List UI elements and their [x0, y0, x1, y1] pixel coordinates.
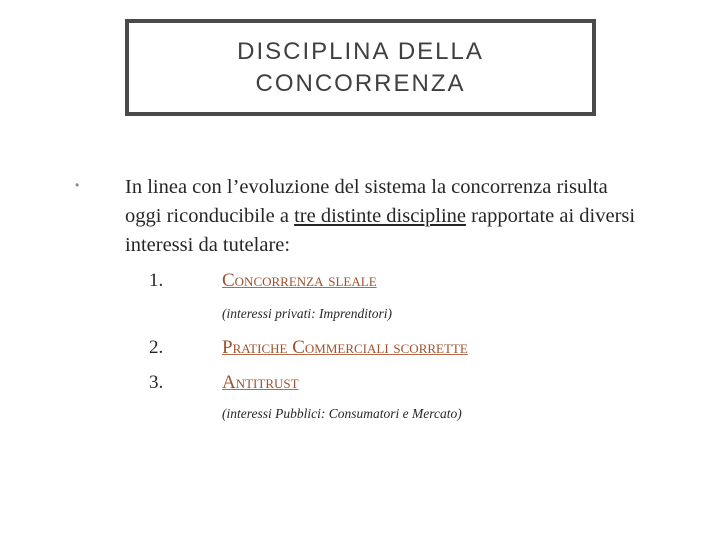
item-number-3: 3.: [149, 372, 164, 393]
paragraph-text-end: rapportate ai diversi interessi da tutelare:: [125, 205, 636, 256]
item-link-pratiche-commerciali[interactable]: Pratiche Commerciali scorrette: [222, 337, 468, 358]
bullet-marker: •: [75, 178, 80, 192]
paragraph-text-start: In linea con l’evoluzione del sistema la concorrenza risulta oggi riconducibile a: [125, 176, 608, 227]
item-number-1: 1.: [149, 270, 164, 291]
title-line-1: DISCIPLINA DELLA: [237, 37, 484, 65]
item-link-concorrenza-sleale[interactable]: Concorrenza sleale: [222, 270, 377, 291]
title-line-2: CONCORRENZA: [255, 69, 466, 97]
paragraph-emphasis: tre distinte discipline: [294, 205, 467, 227]
title-box: [125, 19, 596, 116]
intro-paragraph: [125, 173, 645, 260]
note-public-interests: (interessi Pubblici: Consumatori e Mercato): [222, 406, 462, 421]
note-private-interests: (interessi privati: Imprenditori): [222, 306, 392, 321]
item-link-antitrust[interactable]: Antitrust: [222, 372, 299, 393]
item-number-2: 2.: [149, 337, 164, 358]
